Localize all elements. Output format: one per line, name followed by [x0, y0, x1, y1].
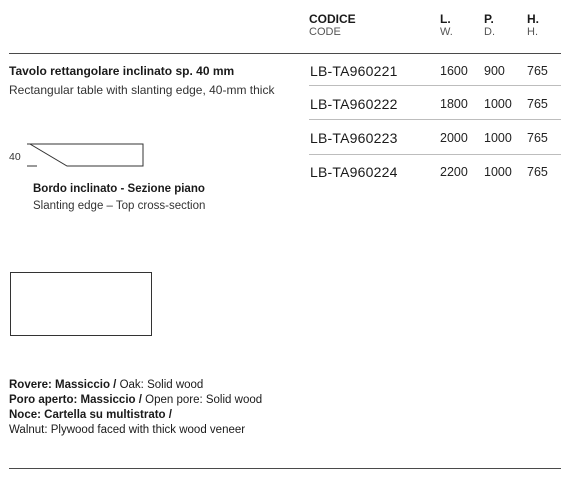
material-line [9, 378, 262, 393]
header-depth [484, 13, 495, 38]
header-depth-sublabel: D. [484, 26, 495, 38]
header-height-sublabel: H. [527, 26, 538, 38]
row-divider [309, 119, 561, 120]
row-depth: 1000 [484, 131, 512, 145]
row-code: LB-TA960224 [310, 164, 398, 180]
row-height: 765 [527, 131, 548, 145]
material-line [9, 408, 262, 423]
row-code: LB-TA960222 [310, 96, 398, 112]
header-width-label: L. [440, 12, 451, 26]
row-divider [309, 85, 561, 86]
edge-cross-section-diagram [25, 140, 150, 170]
header-height [527, 13, 539, 38]
header-code-label: CODICE [309, 12, 356, 26]
product-title: Tavolo rettangolare inclinato sp. 40 mm [9, 64, 235, 78]
materials-list [9, 378, 262, 438]
header-height-label: H. [527, 12, 539, 26]
header-width [440, 13, 453, 38]
header-code-sublabel: CODE [309, 26, 341, 38]
header-code [309, 13, 356, 38]
material-it: Poro aperto: Massiccio / [9, 394, 142, 406]
row-width: 1800 [440, 97, 468, 111]
finish-swatch [10, 272, 152, 336]
row-width: 2000 [440, 131, 468, 145]
material-en: Open pore: Solid wood [141, 394, 263, 406]
row-height: 765 [527, 97, 548, 111]
row-depth: 1000 [484, 165, 512, 179]
edge-dimension-label: 40 [9, 151, 21, 163]
material-it: Noce: Cartella su multistrato / [9, 409, 172, 421]
footer-divider [9, 468, 561, 469]
row-height: 765 [527, 165, 548, 179]
row-width: 2200 [440, 165, 468, 179]
row-code: LB-TA960223 [310, 130, 398, 146]
material-line [9, 423, 262, 438]
header-divider [9, 53, 561, 54]
material-it: Rovere: Massiccio / [9, 379, 117, 391]
edge-caption-en: Slanting edge – Top cross-section [33, 200, 206, 212]
row-height: 765 [527, 64, 548, 78]
material-line [9, 393, 262, 408]
product-subtitle: Rectangular table with slanting edge, 40-mm thick [9, 83, 275, 97]
header-depth-label: P. [484, 12, 494, 26]
row-depth: 900 [484, 64, 505, 78]
row-divider [309, 154, 561, 155]
edge-caption: Bordo inclinato - Sezione piano [33, 183, 205, 195]
row-code: LB-TA960221 [310, 63, 398, 79]
material-en: Walnut: Plywood faced with thick wood veneer [9, 424, 246, 436]
material-en: Oak: Solid wood [116, 379, 204, 391]
row-width: 1600 [440, 64, 468, 78]
header-width-sublabel: W. [440, 26, 453, 38]
row-depth: 1000 [484, 97, 512, 111]
